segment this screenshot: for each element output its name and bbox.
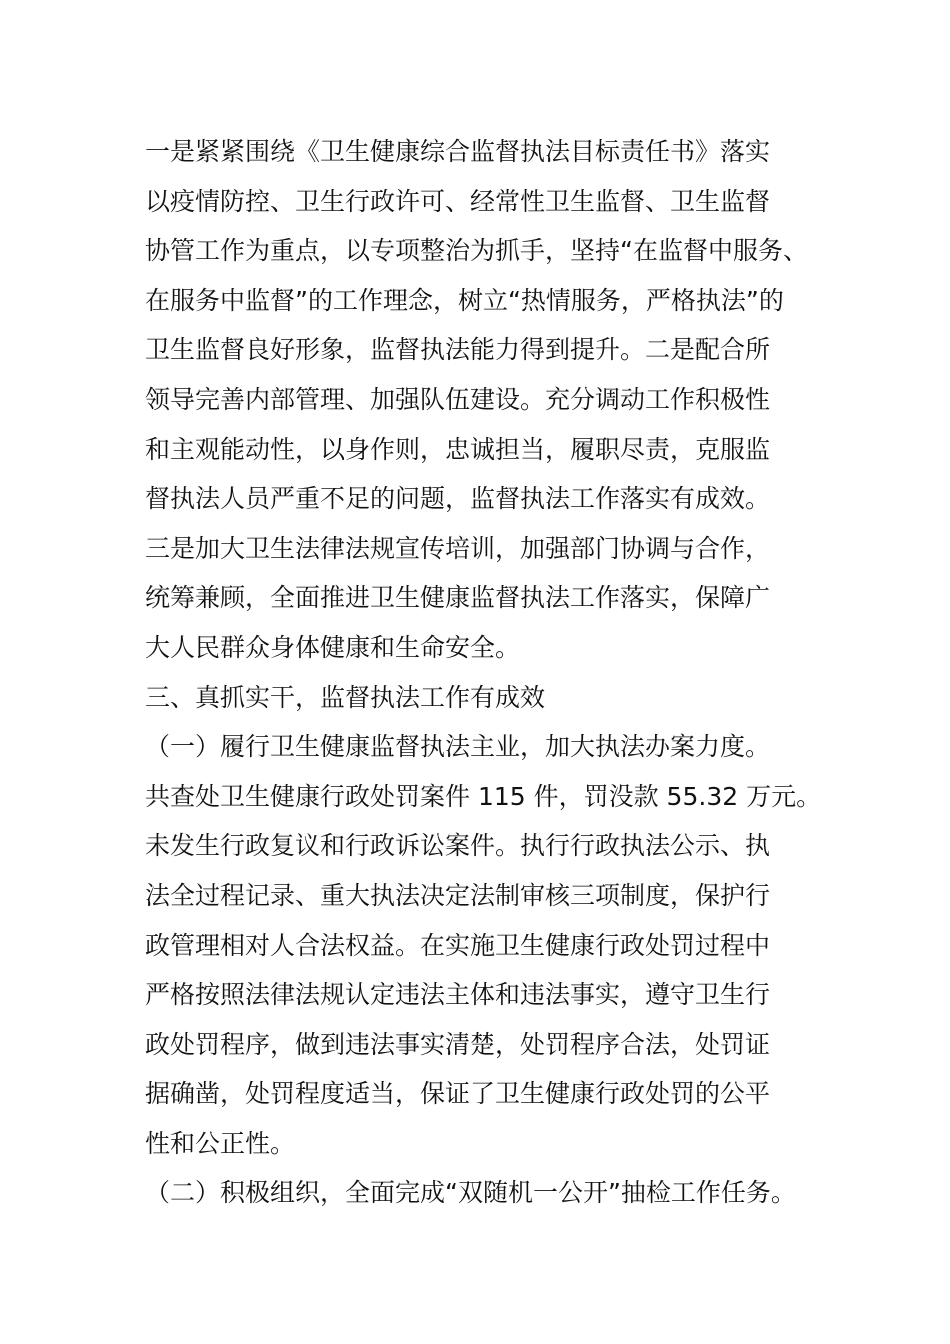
body-line-10: 统筹兼顾，全面推进卫生健康监督执法工作落实，保障广 [145, 583, 771, 613]
body-line-1: 一是紧紧围绕《卫生健康综合监督执法目标责任书》落实 [145, 137, 771, 166]
body-line-5: 卫生监督良好形象，监督执法能力得到提升。二是配合所 [145, 335, 771, 365]
body-line-16: 法全过程记录、重大执法决定法制审核三项制度，保护行 [145, 880, 771, 910]
body-line-19: 政处罚程序，做到违法事实清楚，处罚程序合法，处罚证 [145, 1029, 771, 1059]
body-line-8: 督执法人员严重不足的问题，监督执法工作落实有成效。 [145, 484, 771, 514]
subsection-heading-1: （一）履行卫生健康监督执法主业，加大执法办案力度。 [145, 732, 771, 762]
body-line-3: 协管工作为重点，以专项整治为抓手，坚持“在监督中服务、 [145, 236, 808, 266]
body-line-2: 以疫情防控、卫生行政许可、经常性卫生监督、卫生监督 [145, 186, 771, 216]
body-line-4: 在服务中监督”的工作理念，树立“热情服务，严格执法”的 [145, 285, 784, 315]
body-line-14: 共查处卫生健康行政处罚案件 115 件，罚没款 55.32 万元。 [145, 781, 822, 811]
section-heading: 三、真抓实干，监督执法工作有成效 [145, 682, 546, 712]
subsection-heading-2: （二）积极组织，全面完成“双随机一公开”抽检工作任务。 [145, 1178, 796, 1208]
document-body [145, 127, 825, 1218]
body-line-7: 和主观能动性，以身作则，忠诚担当，履职尽责，克服监 [145, 434, 771, 464]
body-line-20: 据确凿，处罚程度适当，保证了卫生健康行政处罚的公平 [145, 1079, 771, 1109]
body-line-15: 未发生行政复议和行政诉讼案件。执行行政执法公示、执 [145, 831, 771, 861]
body-line-11: 大人民群众身体健康和生命安全。 [145, 632, 521, 662]
body-line-9: 三是加大卫生法律法规宣传培训，加强部门协调与合作， [145, 533, 771, 563]
body-line-6: 领导完善内部管理、加强队伍建设。充分调动工作积极性 [145, 384, 771, 414]
body-line-18: 严格按照法律法规认定违法主体和违法事实，遵守卫生行 [145, 980, 771, 1010]
body-line-21: 性和公正性。 [145, 1128, 296, 1158]
body-line-17: 政管理相对人合法权益。在实施卫生健康行政处罚过程中 [145, 930, 771, 960]
